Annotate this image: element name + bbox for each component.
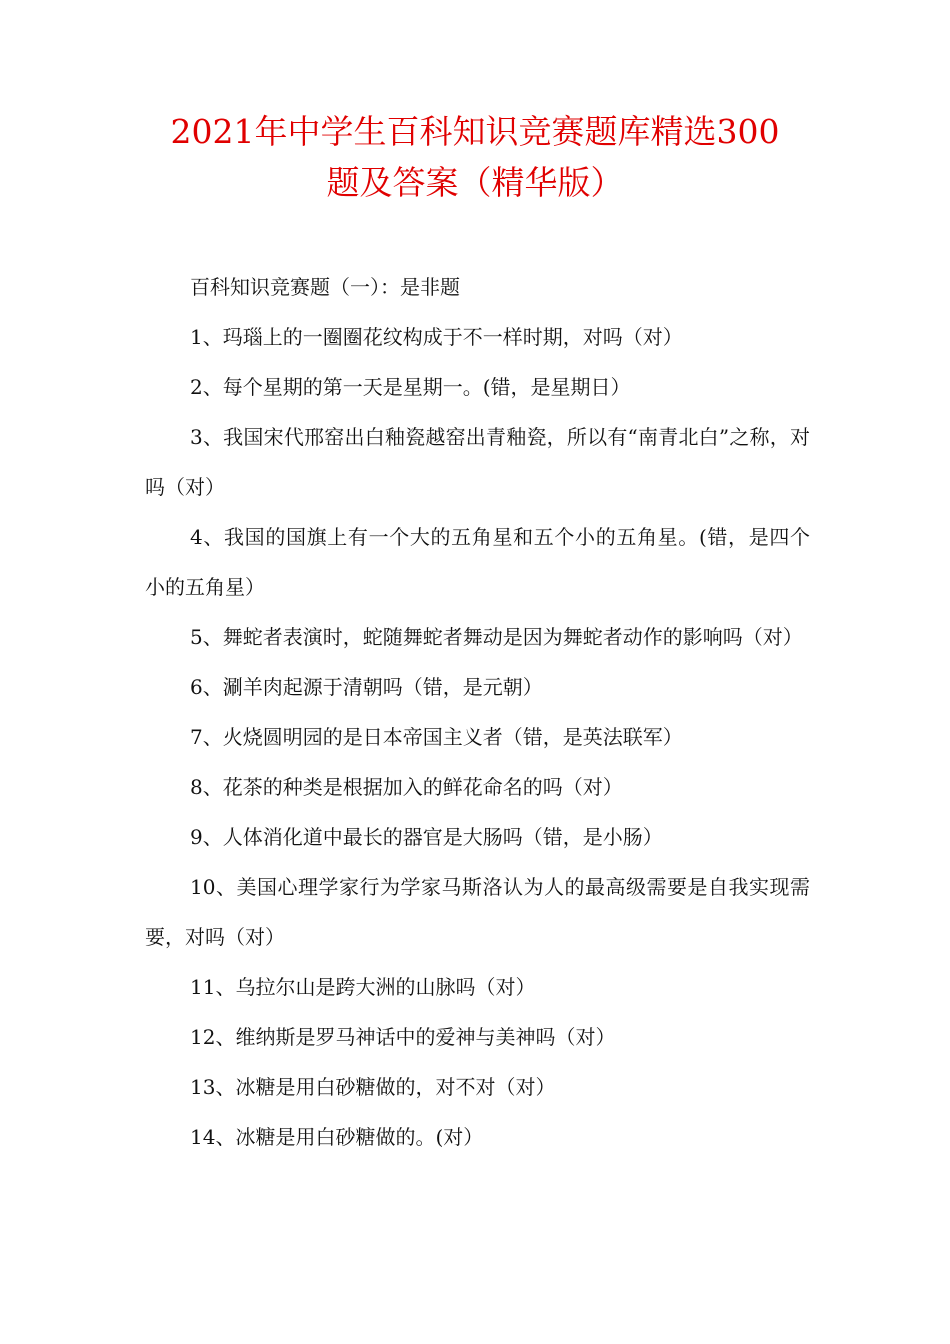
document-body [145, 262, 810, 1162]
title-line-2: 题及答案（精华版） [326, 163, 624, 202]
question-item: 3、我国宋代邢窑出白釉瓷越窑出青釉瓷，所以有“南青北白”之称，对吗（对） [145, 425, 810, 499]
question-item: 7、火烧圆明园的是日本帝国主义者（错，是英法联军） [190, 725, 683, 749]
question-item: 1、玛瑙上的一圈圈花纹构成于不一样时期，对吗（对） [190, 325, 683, 349]
question-item: 8、花茶的种类是根据加入的鲜花命名的吗（对） [190, 775, 623, 799]
question-item: 12、维纳斯是罗马神话中的爱神与美神吗（对） [190, 1025, 616, 1049]
question-item: 10、美国心理学家行为学家马斯洛认为人的最高级需要是自我实现需要，对吗（对） [145, 875, 810, 949]
question-item: 9、人体消化道中最长的器官是大肠吗（错，是小肠） [190, 825, 663, 849]
question-item: 13、冰糖是用白砂糖做的，对不对（对） [190, 1075, 556, 1099]
title-line-1: 2021年中学生百科知识竞赛题库精选300 [170, 112, 780, 151]
question-item: 4、我国的国旗上有一个大的五角星和五个小的五角星。(错，是四个小的五角星） [145, 525, 810, 599]
question-item: 6、涮羊肉起源于清朝吗（错，是元朝） [190, 675, 543, 699]
section-heading: 百科知识竞赛题（一）：是非题 [190, 275, 460, 299]
question-item: 2、每个星期的第一天是星期一。(错，是星期日） [190, 375, 631, 399]
document-title [120, 106, 830, 208]
question-item: 5、舞蛇者表演时，蛇随舞蛇者舞动是因为舞蛇者动作的影响吗（对） [190, 625, 803, 649]
question-item: 11、乌拉尔山是跨大洲的山脉吗（对） [190, 975, 536, 999]
question-item: 14、冰糖是用白砂糖做的。(对） [190, 1125, 484, 1149]
